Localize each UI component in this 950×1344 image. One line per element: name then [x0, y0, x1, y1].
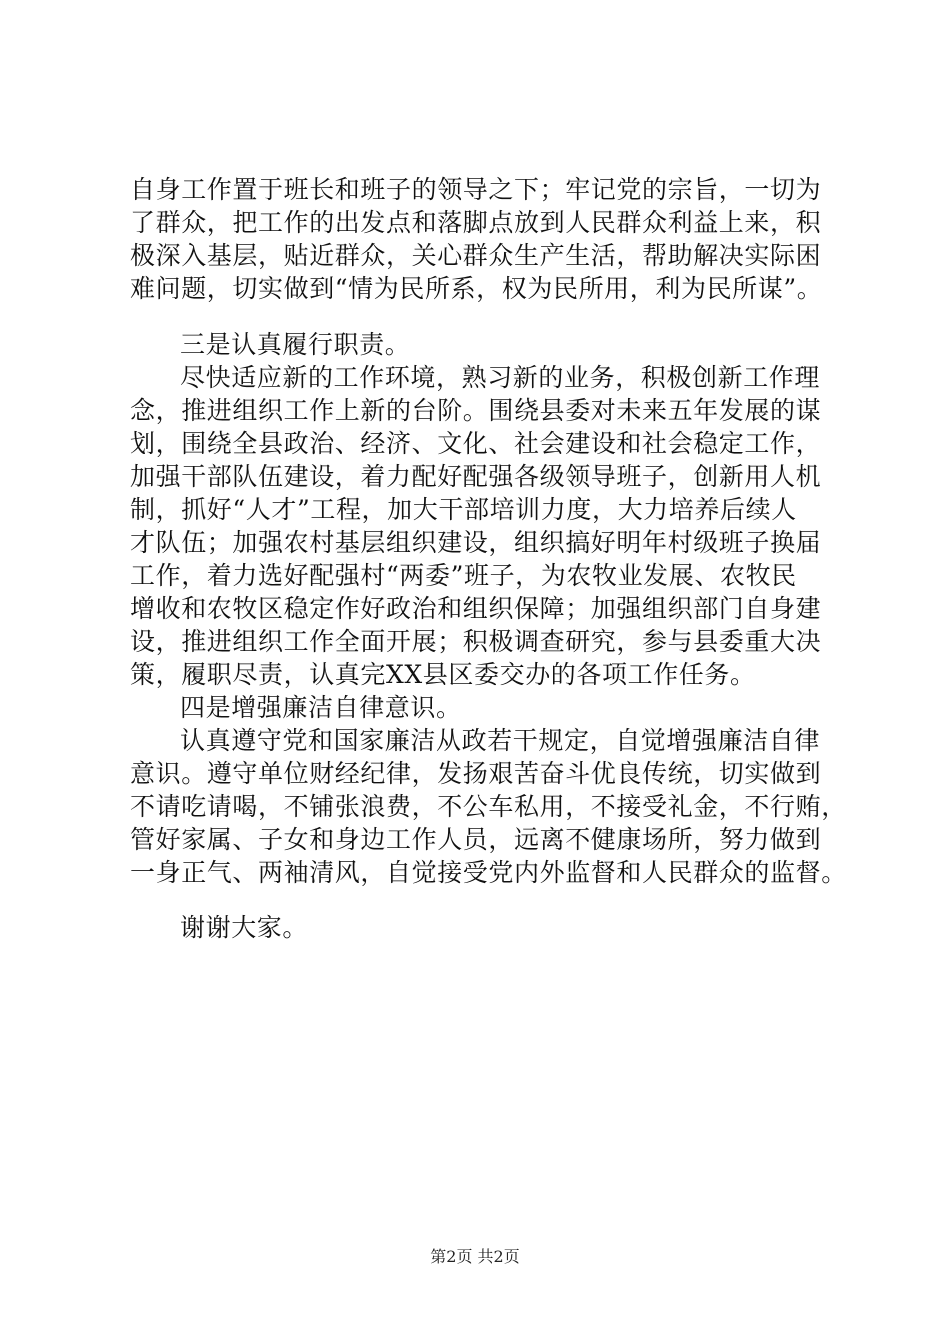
text-line: 设，推进组织工作全面开展；积极调查研究，参与县委重大决 [130, 627, 822, 656]
text-line: 策，履职尽责，认真完XX县区委交办的各项工作任务。 [130, 660, 756, 689]
section-heading: 四是增强廉洁自律意识。 [180, 693, 462, 722]
text-line: 了群众，把工作的出发点和落脚点放到人民群众利益上来，积 [130, 208, 822, 237]
text-line: 不请吃请喝，不铺张浪费，不公车私用，不接受礼金，不行贿， [130, 792, 847, 821]
text-line: 增收和农牧区稳定作好政治和组织保障；加强组织部门自身建 [130, 594, 822, 623]
page-number-footer: 第2页 共2页 [430, 1247, 520, 1266]
text-line: 制，抓好“人才”工程，加大干部培训力度，大力培养后续人 [130, 495, 797, 524]
text-line: 划，围绕全县政治、经济、文化、社会建设和社会稳定工作， [130, 429, 822, 458]
closing-line: 谢谢大家。 [180, 913, 309, 942]
text-line: 难问题，切实做到“情为民所系，权为民所用，利为民所谋”。 [130, 274, 823, 303]
text-line: 工作，着力选好配强村“两委”班子，为农牧业发展、农牧民 [130, 561, 797, 590]
text-line: 念，推进组织工作上新的台阶。围绕县委对未来五年发展的谋 [130, 396, 822, 425]
text-line: 认真遵守党和国家廉洁从政若干规定，自觉增强廉洁自律 [180, 726, 821, 755]
text-line: 尽快适应新的工作环境，熟习新的业务，积极创新工作理 [180, 363, 821, 392]
section-heading: 三是认真履行职责。 [180, 330, 411, 359]
text-line: 极深入基层，贴近群众，关心群众生产生活，帮助解决实际困 [130, 241, 822, 270]
text-line: 意识。遵守单位财经纪律，发扬艰苦奋斗优良传统，切实做到 [130, 759, 822, 788]
text-line: 自身工作置于班长和班子的领导之下；牢记党的宗旨，一切为 [130, 175, 822, 204]
text-line: 一身正气、两袖清风，自觉接受党内外监督和人民群众的监督。 [130, 858, 847, 887]
text-line: 管好家属、子女和身边工作人员，远离不健康场所，努力做到 [130, 825, 822, 854]
text-line: 加强干部队伍建设，着力配好配强各级领导班子，创新用人机 [130, 462, 822, 491]
text-line: 才队伍；加强农村基层组织建设，组织搞好明年村级班子换届 [130, 528, 822, 557]
